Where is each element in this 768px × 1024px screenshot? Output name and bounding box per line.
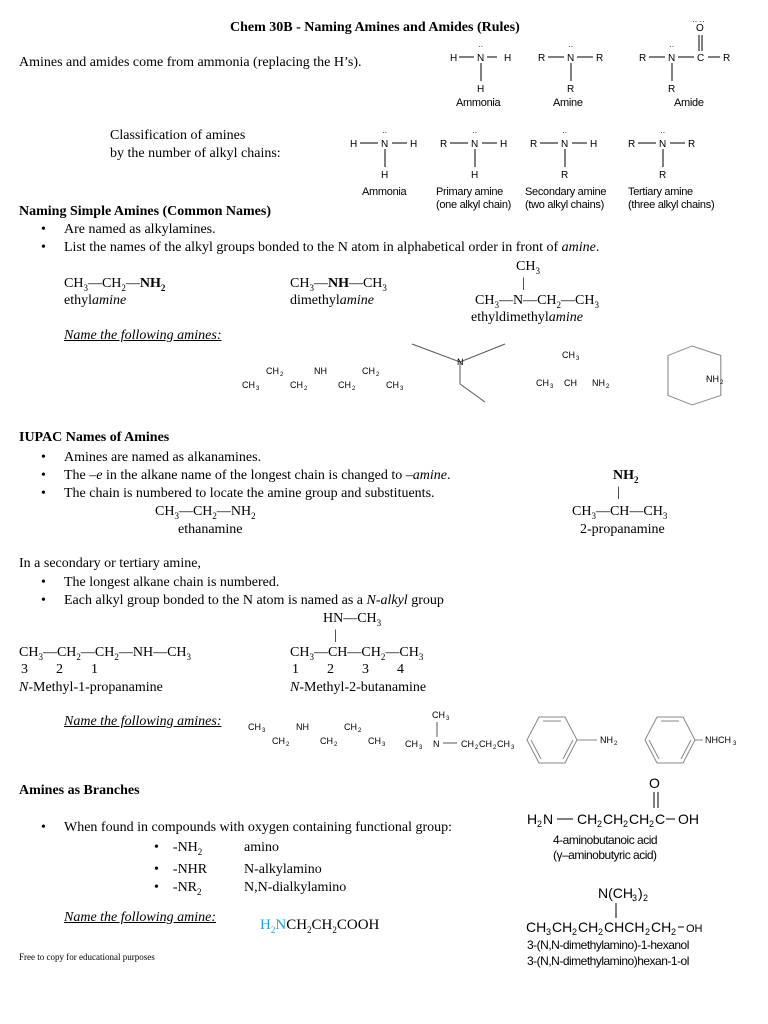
svg-text:2: 2 [358,728,362,734]
svg-text:2: 2 [597,819,603,829]
svg-text:N: N [567,53,575,64]
class-tertiary: Tertiary amine [628,186,693,198]
secondary-intro: In a secondary or tertiary amine, [19,556,201,571]
svg-text:H: H [527,811,538,827]
svg-text:H: H [450,53,458,64]
svg-text:R: R [596,53,604,64]
svg-text:2: 2 [334,742,338,748]
svg-text:CH: CH [603,811,624,827]
svg-text:H: H [381,170,389,181]
ammonia-structure [450,42,511,95]
svg-text:2: 2 [649,819,655,829]
svg-text:N: N [659,139,667,150]
bullet: • When found in compounds with oxygen containing functional group: [19,819,452,837]
svg-text:OH: OH [686,923,703,935]
svg-text:3: 3 [576,356,580,362]
svg-text:CH: CH [368,736,381,746]
svg-text:2: 2 [304,386,308,392]
hexanol-structure [524,880,744,940]
svg-text:N: N [457,357,464,367]
bullet: • Amines are named as alkanamines. [19,449,450,467]
svg-text:R: R [668,84,676,95]
bullet: • Each alkyl group bonded to the N atom is named as a N-alkyl group [19,592,444,610]
classification-line1: Classification of amines [110,128,246,143]
common-name: ethylamine [64,293,127,308]
formula: $CH_3—CH—CH_3$ [572,504,668,521]
bond: | [334,628,337,643]
gaba-name: 4-aminobutanoic acid [553,833,658,847]
svg-text:CH: CH [578,919,599,935]
svg-text:2: 2 [493,745,497,751]
svg-text:2: 2 [537,819,543,829]
svg-text:R: R [538,53,546,64]
svg-text:N: N [561,139,569,150]
svg-text:2: 2 [475,745,479,751]
class-tertiary-sub: (three alkyl chains) [628,199,715,211]
common-name: dimethylamine [290,293,374,308]
bullet: • [154,879,159,895]
svg-text:CH: CH [272,736,285,746]
formula: $NH_2$ [613,468,639,485]
svg-text:N: N [543,811,554,827]
svg-text:CH: CH [242,380,255,390]
svg-text:NHCH: NHCH [705,735,731,745]
svg-text:3: 3 [262,728,266,734]
svg-text:2: 2 [352,386,356,392]
hexanol-name: 3-(N,N-dimethylamino)-1-hexanol [527,938,689,952]
iupac-name: ethanamine [178,522,243,537]
name-following-1: Name the following amines: [64,328,222,343]
simple-heading: Naming Simple Amines (Common Names) [19,204,271,219]
svg-text:CH: CH [290,380,303,390]
svg-text:CH: CH [497,739,510,749]
svg-text:R: R [567,84,575,95]
svg-text:R: R [440,139,448,150]
gaba-structure [525,772,745,832]
svg-text:3: 3 [733,741,737,747]
bullet: • The chain is numbered to locate the amine group and substituents. [19,485,450,503]
svg-text:·· ··: ·· ·· [692,17,705,26]
svg-text:H: H [500,139,508,150]
svg-text:··: ·· [568,42,574,51]
branches-heading: Amines as Branches [19,783,140,798]
svg-text:3: 3 [511,745,515,751]
svg-text:R: R [723,53,731,64]
formula: $CH_3—N—CH_2—CH_3$ [475,293,599,310]
secondary-bullets [19,574,444,610]
iupac-name: 2-propanamine [580,522,665,537]
svg-text:CH: CH [552,919,573,935]
footer: Free to copy for educational purposes [19,952,155,962]
svg-text:2: 2 [614,741,618,747]
svg-text:R: R [628,139,636,150]
svg-text:2: 2 [643,893,649,903]
svg-text:2: 2 [572,927,578,937]
svg-text:CH: CH [651,919,672,935]
classification-structures [345,125,705,185]
svg-text:2: 2 [280,372,284,378]
svg-text:··: ·· [478,42,484,51]
svg-text:··: ·· [669,42,675,51]
svg-text:CH: CH [629,811,650,827]
iupac-name: N-Methyl-1-propanamine [19,680,163,695]
branches-bullets [19,819,452,837]
svg-text:3: 3 [632,893,638,903]
svg-text:2: 2 [606,384,610,390]
svg-text:3: 3 [546,927,552,937]
hexanol-alt-name: 3-(N,N-dimethylamino)hexan-1-ol [527,954,689,968]
svg-text:3: 3 [446,716,450,722]
svg-text:H: H [350,139,358,150]
intro-text: Amines and amides come from ammonia (replacing the H’s). [19,55,362,70]
iupac-heading: IUPAC Names of Amines [19,430,170,445]
formula: $CH_3$ [516,259,540,276]
bullet: • List the names of the alkyl groups bonded to the N atom in alphabetical order in front of amine. [19,239,599,257]
bullet: • Are named as alkylamines. [19,221,599,239]
svg-text:CH: CH [536,378,549,388]
svg-text:CHCH: CHCH [604,919,645,935]
class-secondary-sub: (two alkyl chains) [525,199,604,211]
svg-text:H: H [410,139,418,150]
simple-bullets [19,221,599,257]
svg-text:CH: CH [479,739,492,749]
substituent-list: • $-NH_2$ amino • -NHR N-alkylamino • $-NR_2$ N,N-dialkylamino [154,840,347,897]
svg-text:CH: CH [344,722,357,732]
svg-text:R: R [688,139,696,150]
svg-text:): ) [638,885,643,901]
svg-text:R: R [639,53,647,64]
gaba-alt-name: (γ–aminobutyric acid) [553,848,657,862]
exercise-structures-1 [240,340,740,410]
svg-text:CH: CH [266,366,279,376]
svg-text:H: H [504,53,512,64]
svg-text:CH: CH [562,350,575,360]
name-following-3: Name the following amine: [64,910,217,925]
svg-text:N: N [471,139,479,150]
class-ammonia: Ammonia [362,186,407,198]
formula: $CH_3—CH_2—CH_2—NH—CH_3$ [19,645,192,662]
classification-line2: by the number of alkyl chains: [110,146,281,161]
svg-text:O: O [696,23,704,34]
svg-text:H: H [471,170,479,181]
bullet: • The –e in the alkane name of the longest chain is changed to –amine. [19,467,450,485]
svg-text:N: N [433,739,440,749]
svg-text:3: 3 [419,745,423,751]
svg-text:N(CH: N(CH [598,885,633,901]
formula: $HN—CH_3$ [323,611,382,628]
carbon-numbers: 1 2 3 4 [292,662,404,677]
svg-text:C: C [697,53,705,64]
svg-text:CH: CH [526,919,547,935]
svg-text:CH: CH [577,811,598,827]
svg-text:2: 2 [376,372,380,378]
svg-text:NH: NH [600,735,613,745]
svg-text:N: N [477,53,485,64]
iupac-bullets [19,449,450,503]
svg-text:OH: OH [678,811,699,827]
svg-text:H: H [590,139,598,150]
svg-text:CH: CH [338,380,351,390]
bullet: • The longest alkane chain is numbered. [19,574,444,592]
formula: $CH_3—CH_2—NH_2$ [155,504,256,521]
svg-text:2: 2 [598,927,604,937]
bond: | [617,485,620,500]
bond: | [522,276,525,291]
svg-text:··: ·· [472,128,478,137]
amine-label: Amine [553,97,583,109]
svg-text:CH: CH [386,380,399,390]
svg-text:3: 3 [400,386,404,392]
formula: $CH_3—CH_2—NH_2$ [64,276,166,293]
svg-text:2: 2 [645,927,651,937]
svg-text:NH: NH [296,722,309,732]
svg-text:NH: NH [592,378,605,388]
svg-text:C: C [655,811,666,827]
svg-text:3: 3 [382,742,386,748]
svg-text:N: N [668,53,676,64]
svg-text:CH: CH [461,739,474,749]
amide-label: Amide [674,97,704,109]
svg-text:3: 3 [256,386,260,392]
ammonia-label: Ammonia [456,97,501,109]
svg-text:CH: CH [432,710,445,720]
svg-text:3: 3 [550,384,554,390]
carbon-numbers: 3 2 1 [21,662,98,677]
svg-text:R: R [561,170,569,181]
svg-text:2: 2 [623,819,629,829]
svg-text:CH: CH [248,722,261,732]
name-following-2: Name the following amines: [64,714,222,729]
svg-text:O: O [649,775,660,791]
svg-text:2: 2 [286,742,290,748]
svg-text:CH: CH [405,739,418,749]
svg-text:R: R [659,170,667,181]
amine-structure [538,42,603,95]
iupac-name: N-Methyl-2-butanamine [290,680,427,695]
svg-text:H: H [477,84,485,95]
svg-text:2: 2 [720,380,724,386]
exercise-structures-2 [245,705,750,765]
svg-text:CH: CH [320,736,333,746]
svg-text:N: N [381,139,389,150]
amide-structure [639,17,730,95]
svg-text:CH: CH [564,378,577,388]
class-primary: Primary amine [436,186,504,198]
svg-text:2: 2 [671,927,677,937]
class-primary-sub: (one alkyl chain) [436,199,511,211]
formula: $CH_3—CH—CH_2—CH_3$ [290,645,424,662]
class-secondary: Secondary amine [525,186,607,198]
svg-text:··: ·· [562,128,568,137]
svg-text:··: ·· [382,128,388,137]
svg-text:NH: NH [314,366,327,376]
bullet: • [154,840,159,855]
svg-text:··: ·· [660,128,666,137]
formula: $CH_3—NH—CH_3$ [290,276,387,293]
svg-text:R: R [530,139,538,150]
svg-text:NH: NH [706,374,719,384]
bullet: • [154,861,159,877]
common-name: ethyldimethylamine [471,310,583,325]
exercise-formula: $H_2NCH_2CH_2COOH$ [260,917,380,935]
page-title: Chem 30B - Naming Amines and Amides (Rules) [230,20,520,35]
svg-text:CH: CH [362,366,375,376]
